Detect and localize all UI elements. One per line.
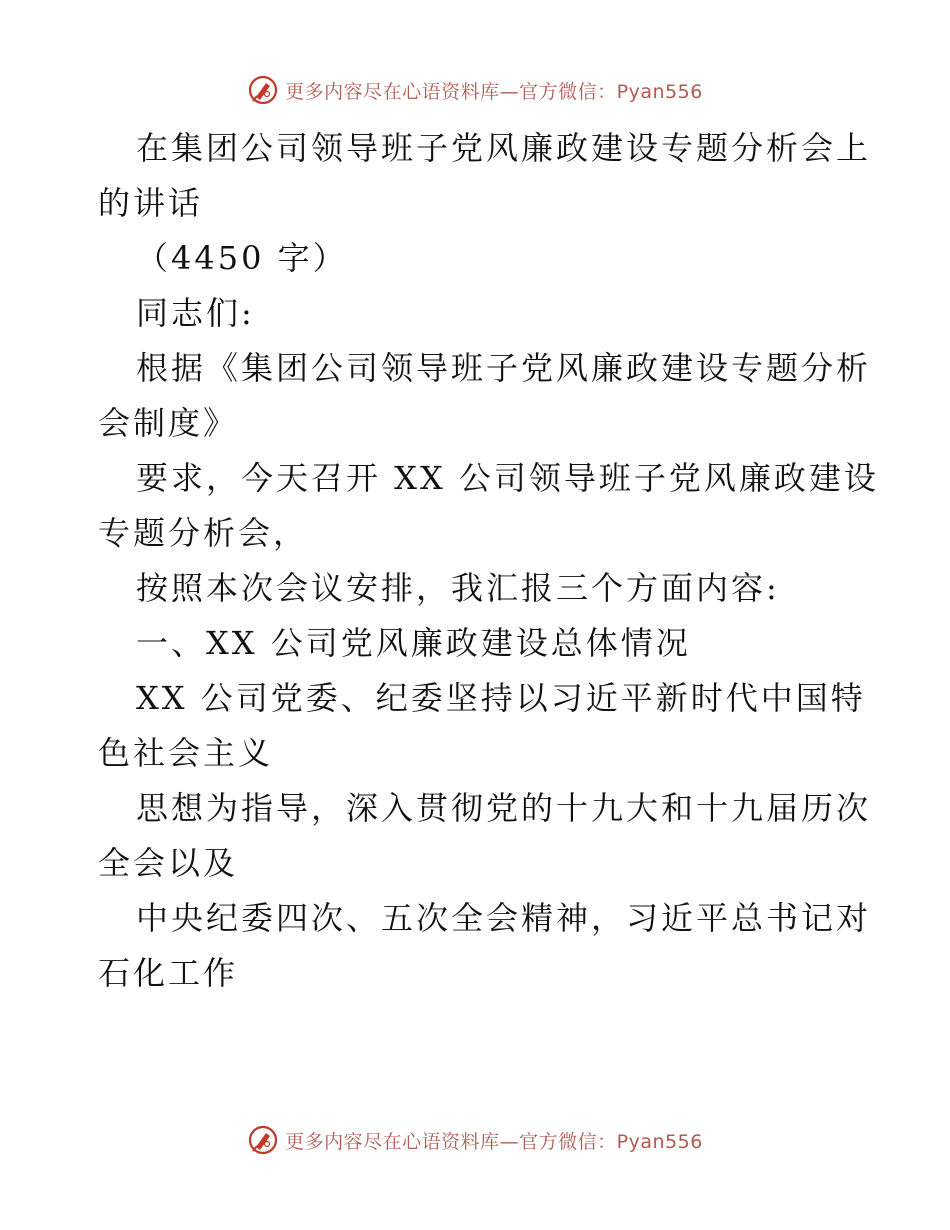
paragraph-line: 石化工作: [98, 954, 239, 992]
title-line: 的讲话: [98, 184, 204, 222]
header-watermark-text: 更多内容尽在心语资料库—官方微信：Pyan556: [285, 80, 703, 103]
header-watermark: [0, 70, 950, 110]
title-line: 在集团公司领导班子党风廉政建设专题分析会上: [136, 129, 872, 167]
word-count: （4450 字）: [136, 239, 348, 277]
paragraph-line: 中央纪委四次、五次全会精神，习近平总书记对: [136, 899, 872, 937]
footer-watermark-text: 更多内容尽在心语资料库—官方微信：Pyan556: [285, 1130, 703, 1153]
paragraph-line: XX 公司党委、纪委坚持以习近平新时代中国特: [136, 679, 866, 717]
paragraph-line: 根据《集团公司领导班子党风廉政建设专题分析: [136, 349, 872, 387]
paragraph-line: 思想为指导，深入贯彻党的十九大和十九届历次: [136, 789, 872, 827]
paragraph-line: 会制度》: [98, 404, 239, 442]
paragraph-line: 按照本次会议安排，我汇报三个方面内容:: [136, 569, 780, 607]
paragraph-line: 专题分析会，: [98, 514, 309, 552]
salutation: 同志们:: [136, 294, 255, 332]
pen-nib-circle-icon: [247, 74, 279, 106]
footer-watermark: [0, 1120, 950, 1160]
paragraph-line: 要求，今天召开 XX 公司领导班子党风廉政建设: [136, 459, 879, 497]
section-heading: 一、XX 公司党风廉政建设总体情况: [136, 624, 691, 662]
pen-nib-circle-icon: [247, 1124, 279, 1156]
paragraph-line: 全会以及: [98, 844, 239, 882]
paragraph-line: 色社会主义: [98, 734, 274, 772]
document-body: [98, 121, 879, 1001]
